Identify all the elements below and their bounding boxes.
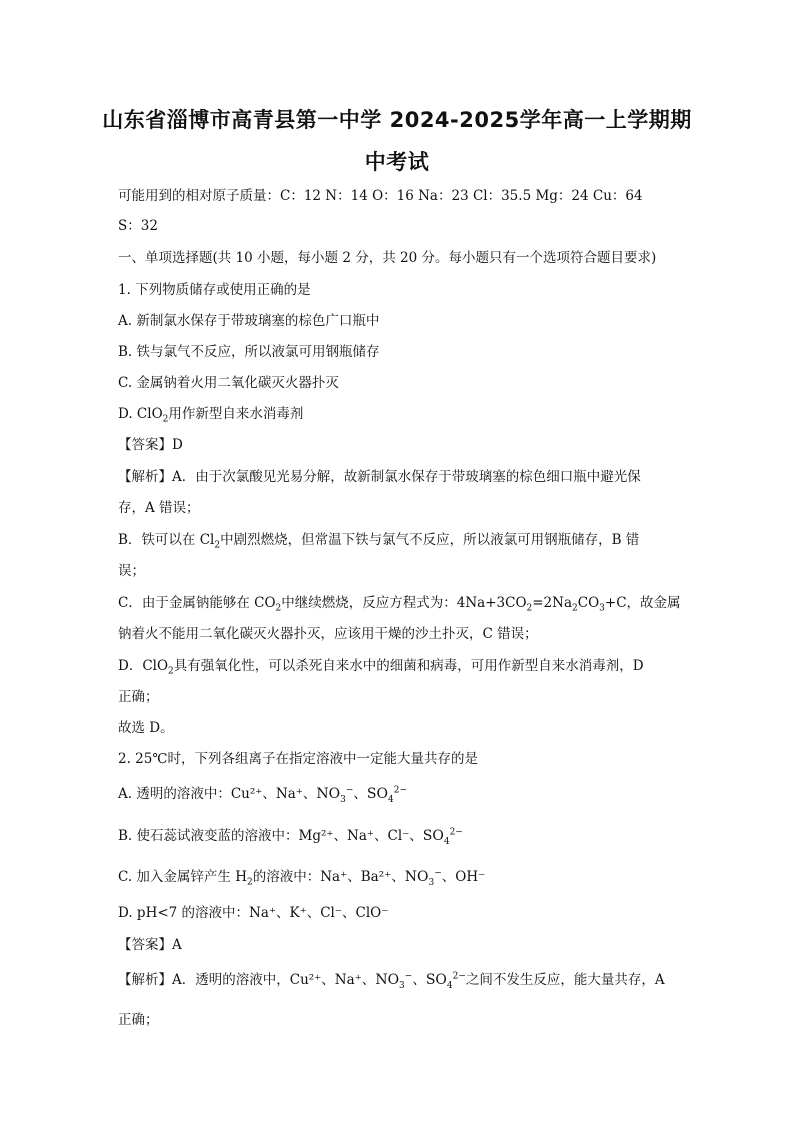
- nitrate-ion: $NO_3^-$: [404, 868, 442, 888]
- q1-answer: 【答案】D: [118, 437, 183, 453]
- sulfate-ion: $SO_4^{2-}$: [366, 785, 407, 805]
- q1-explanation-d1: D．ClO$_2$具有强氧化性，可以杀死自来水中的细菌和病毒，可用作新型自来水消毒剂，D: [118, 658, 644, 677]
- q2-option-d: D. pH<7 的溶液中：Na⁺、K⁺、Cl⁻、ClO⁻: [118, 905, 389, 921]
- q1-explanation-a2: 存，A 错误；: [118, 500, 200, 516]
- q1-option-c: C. 金属钠着火用二氧化碳灭火器扑灭: [118, 375, 339, 391]
- q1-explanation-b1: B．铁可以在 $Cl_2$中剧烈燃烧，但常温下铁与氯气不反应，所以液氯可用钢瓶储存，B 错: [118, 532, 640, 551]
- q1-conclusion: 故选 D。: [118, 720, 174, 736]
- page-title-line1: 山东省淄博市高青县第一中学 2024-2025学年高一上学期期: [102, 108, 692, 132]
- nitrate-ion: $NO_3^-$: [375, 971, 413, 991]
- q2-option-a: A. 透明的溶液中：Cu²⁺、Na⁺、$NO_3^-$、$SO_4^{2-}$: [118, 785, 407, 805]
- page-title-line2: 中考试: [364, 150, 430, 174]
- q1-explanation-c2: 钠着火不能用二氧化碳灭火器扑灭，应该用干燥的沙土扑灭，C 错误；: [118, 626, 538, 642]
- q1-option-b: B. 铁与氯气不反应，所以液氯可用钢瓶储存: [118, 344, 380, 360]
- q1-explanation-a1: 【解析】A．由于次氯酸见光易分解，故新制氯水保存于带玻璃塞的棕色细口瓶中避光保: [118, 469, 641, 485]
- nitrate-ion: $NO_3^-$: [316, 785, 354, 805]
- q2-option-c: C. 加入金属锌产生 $H_2$的溶液中：Na⁺、Ba²⁺、$NO_3^-$、OH⁻: [118, 868, 486, 888]
- explanation-label: 【解析】: [118, 972, 172, 988]
- q2-answer: 【答案】A: [118, 937, 182, 953]
- sulfate-ion: $SO_4^{2-}$: [425, 971, 466, 991]
- q2-explanation-a2: 正确；: [118, 1012, 159, 1028]
- atomic-mass-line2: S：32: [118, 218, 158, 234]
- section-heading: 一、单项选择题(共 10 小题，每小题 2 分，共 20 分。每小题只有一个选项符合题目要求): [118, 250, 657, 266]
- q2-stem: 2. 25℃时，下列各组离子在指定溶液中一定能大量共存的是: [118, 751, 478, 767]
- atomic-mass-line1: 可能用到的相对原子质量：C：12 N：14 O：16 Na：23 Cl：35.5 Mg：24 Cu：64: [118, 188, 643, 204]
- explanation-label: 【解析】: [118, 469, 172, 485]
- sulfate-ion: $SO_4^{2-}$: [422, 827, 463, 847]
- q2-option-b: B. 使石蕊试液变蓝的溶液中：Mg²⁺、Na⁺、Cl⁻、$SO_4^{2-}$: [118, 827, 463, 847]
- q1-option-d: D. ClO$_2$用作新型自来水消毒剂: [118, 406, 304, 425]
- q1-explanation-b2: 误；: [118, 563, 145, 579]
- q2-explanation-a1: 【解析】A．透明的溶液中，Cu²⁺、Na⁺、$NO_3^-$、$SO_4^{2-}$之间不发生反应，能大量共存，A: [118, 971, 665, 991]
- q1-stem: 1. 下列物质储存或使用正确的是: [118, 282, 311, 298]
- q1-explanation-d2: 正确；: [118, 689, 159, 705]
- q1-option-a: A. 新制氯水保存于带玻璃塞的棕色广口瓶中: [118, 313, 380, 329]
- q1-explanation-c1: C．由于金属钠能够在 $CO_2$中继续燃烧，反应方程式为：$4Na+3CO_2=2Na_2CO_3+C$，故金属: [118, 595, 681, 614]
